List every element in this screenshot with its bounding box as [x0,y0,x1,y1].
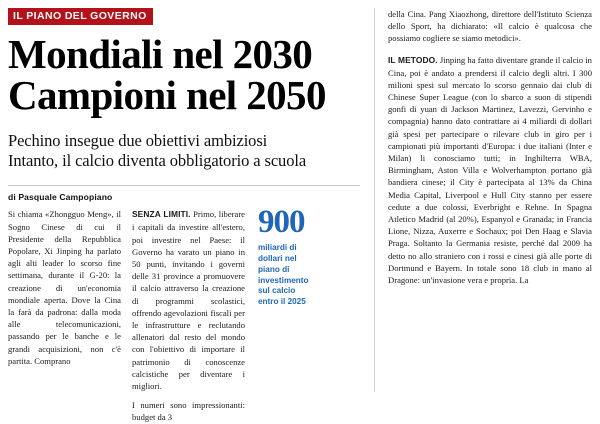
subheadline-line-2: Intanto, il calcio diventa obbligatorio a scuola [8,151,307,171]
body-paragraph-1: Si chiama «Zhongguo Meng», il Sogno Cinese di cui il Presidente della Repubblica Popolare, Xi Jinping ha parlato agli alti leader lo scorso fine settimana, durante il G-20: la creazione di un'economia mondiale aperta. Dove la Cina la farà da padrona: dalla moda alle telecomunicazioni, passando per le banche e le grandi acquisizioni, non c'è partita. Comprano [8,209,121,366]
right-paragraph-2 [388,54,592,287]
statistic-callout [256,204,318,423]
right-paragraph-1: della Cina. Pang Xiaozhong, direttore dell'Istituto Scienza dello Sport, ha dichiarato: «Il calcio è qualcosa che possiamo cogliere se siamo metodici». [388,9,592,44]
body-columns [8,204,360,423]
kicker-label: IL PIANO DEL GOVERNO [8,8,153,25]
body-column-2 [132,208,245,423]
body-paragraph-3: I numeri sono impressionanti: budget da 3 [132,400,245,423]
section-label-il-metodo: IL METODO. [388,54,438,65]
headline-line-2: Campioni nel 2050 [8,71,326,118]
page-title [8,31,360,118]
statistic-caption: miliardi di dollari nel piano di investimento sul calcio entro il 2025 [258,243,309,307]
headline-line-1: Mondiali nel 2030 [8,31,313,78]
right-paragraph-2-text: Jinping ha fatto diventare grande il calcio in Cina, poi è andato a prendersi il calcio degli altri. I 300 milioni spesi sul mercato lo scorso gennaio dai club di Chinese Super League (con lo sbarco a suon di stipendi gonfi di yuan di Jackson Martinez, Lavezzi, Gervinho e compagnia) hanno dato contrattare ai 4 miliardi di dollari già spesi per partecipare o rilevare club in giro per i campionati più importanti d'Europa: i due italiani (Inter e Milan) li conosciamo tutti; in Inghilterra WBA, Birmingham, Aston Villa e Wolverhampton portano già bandiera cinese; il City è partecipata al 13% da China Media Capital, Liverpool e Hull City stanno per essere cedute a due colossi, Everbright e Rehne. In Spagna Atletico Madrid (al 20%), Espanyol e Granada; in Francia Lione, Nizza, Auxerre e Sochaux; poi Den Haag e Slavia Praga. Soltanto la Germania resiste, perché dal 2009 ha detto no allo straniero con i rossi e cinesi già alle porte di Dortmund e Bayern. In totale sono 18 club in mano al Dragone: un'invasione vera e propria. La [388,54,592,285]
body-paragraph-2-text: Primo, liberare i capitali da investire all'estero, poi investire nel Paese: il Governo ha varato un piano in 50 punti, invitando i governi delle 31 province a promuovere il calcio attraverso la creazione di programmi scolastici, offrendo agevolazioni fiscali per le infrastrutture e reclutando allenatori dal resto del mondo con l'obiettivo di importare il patrimonio di conoscenze calcistiche per diventare i migliori. [132,209,245,391]
body-paragraph-2 [132,208,245,392]
horizontal-rule [8,185,360,186]
statistic-value: 900 [258,204,305,241]
left-column [8,6,360,423]
subheadline [8,131,360,171]
subheadline-line-1: Pechino insegue due obiettivi ambiziosi [8,131,268,151]
section-label-senza-limiti: SENZA LIMITI. [132,209,191,220]
column-divider [374,8,375,392]
body-column-1 [8,208,121,423]
right-column [388,8,592,286]
paragraph-spacer [388,45,592,54]
byline: di Pasquale Campopiano [8,192,113,203]
